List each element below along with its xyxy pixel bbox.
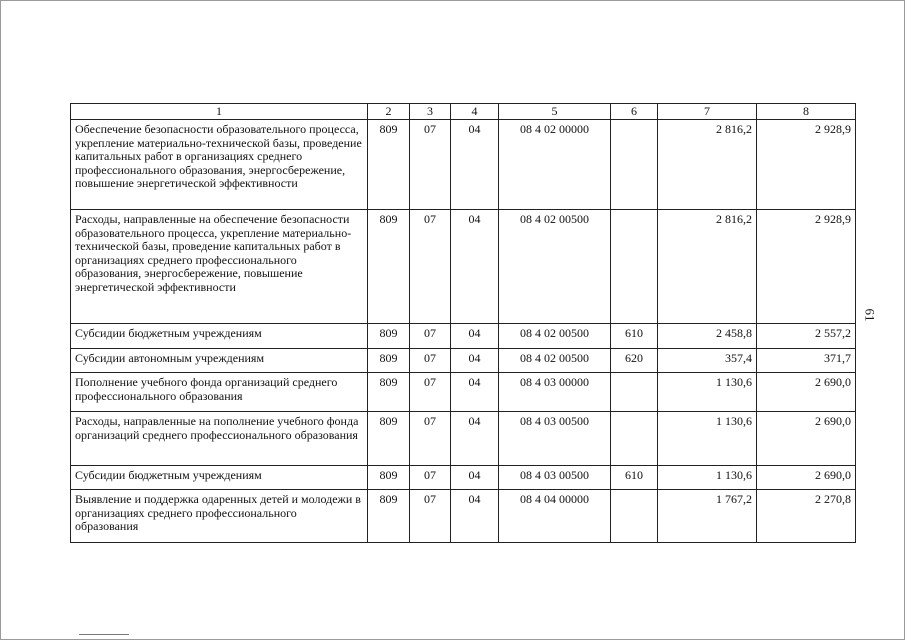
cell-code: 809 xyxy=(368,210,410,324)
cell-subsection: 04 xyxy=(451,210,499,324)
cell-code: 809 xyxy=(368,373,410,412)
cell-target-item: 08 4 02 00000 xyxy=(499,120,611,210)
cell-amount-1: 1 130,6 xyxy=(658,373,757,412)
cell-code: 809 xyxy=(368,490,410,543)
column-header: 1 xyxy=(71,104,368,120)
cell-amount-1: 1 130,6 xyxy=(658,412,757,466)
table-row xyxy=(71,373,856,412)
cell-code: 809 xyxy=(368,466,410,490)
column-header: 6 xyxy=(611,104,658,120)
table-row xyxy=(71,349,856,373)
cell-expense-type: 610 xyxy=(611,324,658,349)
page-number: 61 xyxy=(862,308,878,322)
cell-expense-type xyxy=(611,120,658,210)
column-header: 8 xyxy=(757,104,856,120)
row-name: Субсидии автономным учреждениям xyxy=(71,349,368,373)
cell-section: 07 xyxy=(410,120,451,210)
row-name: Обеспечение безопасности образовательного процесса, укрепление материально-технической базы, проведение капитальных работ в организациях среднего профессионального образования, энергосбережение, повышение энергетической эффективности xyxy=(71,120,368,210)
cell-target-item: 08 4 04 00000 xyxy=(499,490,611,543)
cell-amount-2: 2 690,0 xyxy=(757,373,856,412)
row-name: Расходы, направленные на пополнение учебного фонда организаций среднего профессионального образования xyxy=(71,412,368,466)
cell-subsection: 04 xyxy=(451,466,499,490)
row-name: Субсидии бюджетным учреждениям xyxy=(71,324,368,349)
cell-subsection: 04 xyxy=(451,324,499,349)
cell-amount-2: 2 690,0 xyxy=(757,466,856,490)
cell-subsection: 04 xyxy=(451,490,499,543)
row-name: Расходы, направленные на обеспечение безопасности образовательного процесса, укрепление материально-технической базы, проведение капитальных работ в организациях среднего профессионального образования, энергосбережение, повышение энергетической эффективности xyxy=(71,210,368,324)
cell-expense-type xyxy=(611,412,658,466)
cell-amount-1: 2 458,8 xyxy=(658,324,757,349)
cell-subsection: 04 xyxy=(451,349,499,373)
cell-code: 809 xyxy=(368,412,410,466)
column-header: 5 xyxy=(499,104,611,120)
cell-code: 809 xyxy=(368,324,410,349)
cell-expense-type: 610 xyxy=(611,466,658,490)
cell-code: 809 xyxy=(368,349,410,373)
cell-target-item: 08 4 02 00500 xyxy=(499,210,611,324)
column-header: 7 xyxy=(658,104,757,120)
cell-amount-2: 371,7 xyxy=(757,349,856,373)
cell-expense-type xyxy=(611,210,658,324)
cell-amount-1: 1 130,6 xyxy=(658,466,757,490)
column-header: 2 xyxy=(368,104,410,120)
cell-section: 07 xyxy=(410,349,451,373)
cell-section: 07 xyxy=(410,210,451,324)
column-header: 3 xyxy=(410,104,451,120)
cell-section: 07 xyxy=(410,412,451,466)
table-row xyxy=(71,324,856,349)
cell-expense-type xyxy=(611,490,658,543)
cell-target-item: 08 4 02 00500 xyxy=(499,324,611,349)
table-row xyxy=(71,466,856,490)
row-name: Выявление и поддержка одаренных детей и молодежи в организациях среднего профессионального образования xyxy=(71,490,368,543)
cell-amount-2: 2 557,2 xyxy=(757,324,856,349)
table-row xyxy=(71,210,856,324)
cell-section: 07 xyxy=(410,490,451,543)
cell-amount-1: 1 767,2 xyxy=(658,490,757,543)
cell-amount-1: 2 816,2 xyxy=(658,120,757,210)
cell-target-item: 08 4 03 00500 xyxy=(499,412,611,466)
cell-section: 07 xyxy=(410,324,451,349)
cell-target-item: 08 4 03 00000 xyxy=(499,373,611,412)
header-row xyxy=(71,104,856,120)
cell-amount-2: 2 928,9 xyxy=(757,210,856,324)
cell-subsection: 04 xyxy=(451,120,499,210)
cell-amount-2: 2 928,9 xyxy=(757,120,856,210)
table-row xyxy=(71,120,856,210)
row-name: Пополнение учебного фонда организаций среднего профессионального образования xyxy=(71,373,368,412)
table-row xyxy=(71,490,856,543)
cell-subsection: 04 xyxy=(451,412,499,466)
cell-amount-2: 2 270,8 xyxy=(757,490,856,543)
cell-subsection: 04 xyxy=(451,373,499,412)
cell-section: 07 xyxy=(410,466,451,490)
cell-expense-type xyxy=(611,373,658,412)
cell-amount-1: 2 816,2 xyxy=(658,210,757,324)
cell-code: 809 xyxy=(368,120,410,210)
cell-amount-2: 2 690,0 xyxy=(757,412,856,466)
footer-rule xyxy=(79,634,129,635)
column-header: 4 xyxy=(451,104,499,120)
budget-table xyxy=(70,103,856,543)
table-row xyxy=(71,412,856,466)
cell-target-item: 08 4 03 00500 xyxy=(499,466,611,490)
row-name: Субсидии бюджетным учреждениям xyxy=(71,466,368,490)
cell-amount-1: 357,4 xyxy=(658,349,757,373)
cell-target-item: 08 4 02 00500 xyxy=(499,349,611,373)
cell-section: 07 xyxy=(410,373,451,412)
cell-expense-type: 620 xyxy=(611,349,658,373)
